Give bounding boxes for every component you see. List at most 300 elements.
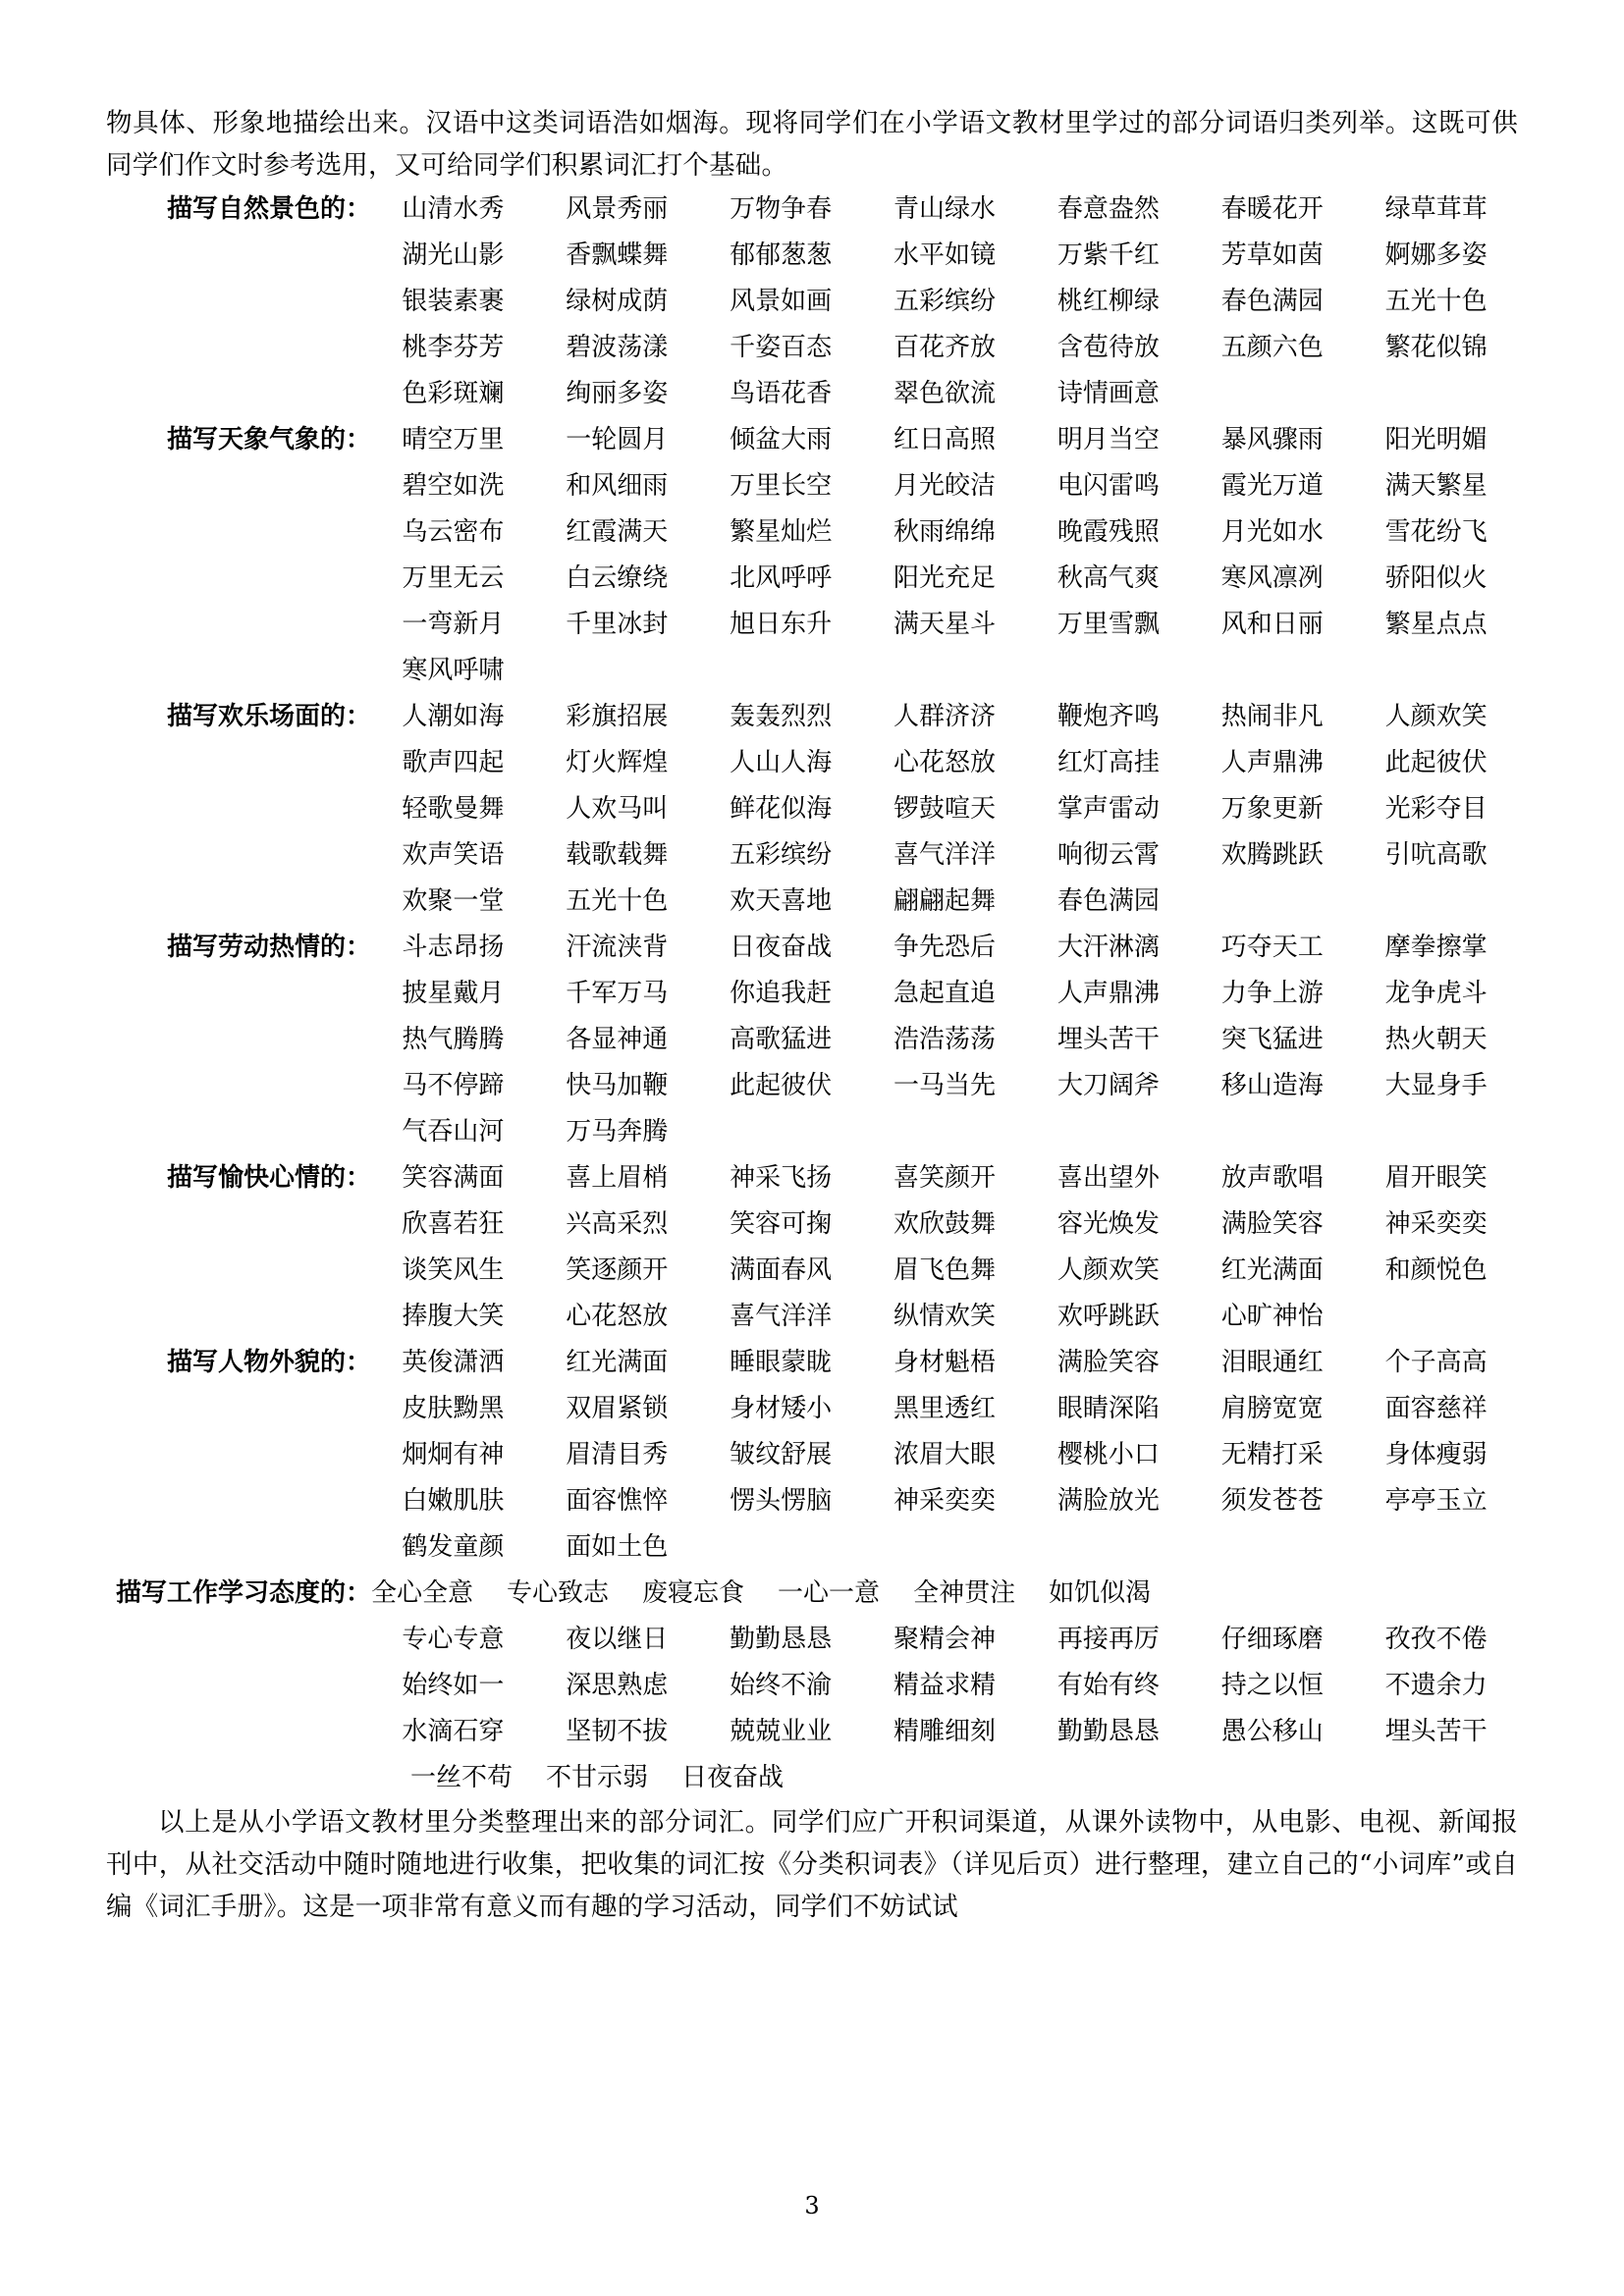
word-item: 勤勤恳恳 <box>730 1625 833 1654</box>
word-item: 喜出望外 <box>1056 1163 1160 1193</box>
word-item: 面容慈祥 <box>1384 1394 1488 1423</box>
word-item: 满脸笑容 <box>1056 1348 1160 1377</box>
word-item: 纵情欢笑 <box>893 1302 996 1331</box>
word-item: 春色满园 <box>1220 287 1324 316</box>
word-item: 万物争春 <box>730 194 833 224</box>
word-slot-empty <box>1190 1524 1354 1571</box>
word-item: 埋头苦干 <box>1056 1025 1160 1054</box>
word-item: 欢天喜地 <box>730 886 833 916</box>
category-row <box>106 1248 1518 1294</box>
category-row <box>106 832 1518 879</box>
word-item: 满脸放光 <box>1056 1486 1160 1516</box>
category-block-first-row <box>106 925 1518 971</box>
category-row <box>106 786 1518 832</box>
word-item: 灯火辉煌 <box>566 748 669 777</box>
word-item: 掌声雷动 <box>1056 794 1160 824</box>
category-row <box>106 325 1518 371</box>
word-item: 肩膀宽宽 <box>1220 1394 1324 1423</box>
word-item: 神采奕奕 <box>893 1486 996 1516</box>
word-item: 红灯高挂 <box>1056 748 1160 777</box>
word-item: 笑容满面 <box>402 1163 505 1193</box>
word-item: 鲜花似海 <box>730 794 833 824</box>
word-slot-empty <box>863 1524 1027 1571</box>
word-item: 急起直追 <box>893 979 996 1008</box>
word-item: 一弯新月 <box>402 610 505 639</box>
word-item: 月光皎洁 <box>893 471 996 501</box>
word-item: 风景秀丽 <box>566 194 669 224</box>
word-item: 绚丽多姿 <box>566 379 669 408</box>
category-row <box>106 1709 1518 1755</box>
word-item: 鹤发童颜 <box>402 1532 505 1562</box>
category-row <box>106 879 1518 925</box>
word-item: 人声鼎沸 <box>1056 979 1160 1008</box>
word-item: 鞭炮齐鸣 <box>1056 702 1160 731</box>
word-row <box>371 556 1518 602</box>
word-item: 心花怒放 <box>893 748 996 777</box>
word-item: 容光焕发 <box>1056 1209 1160 1239</box>
word-item: 身材魁梧 <box>893 1348 996 1377</box>
category-row <box>106 371 1518 417</box>
word-item: 欢腾跳跃 <box>1220 840 1324 870</box>
word-item: 欢欣鼓舞 <box>893 1209 996 1239</box>
word-item: 北风呼呼 <box>730 563 833 593</box>
category-row <box>106 740 1518 786</box>
word-item: 风景如画 <box>730 287 833 316</box>
word-item: 黑里透红 <box>893 1394 996 1423</box>
word-item: 和风细雨 <box>566 471 669 501</box>
word-item: 披星戴月 <box>402 979 505 1008</box>
word-item: 五颜六色 <box>1220 333 1324 362</box>
word-item: 眉开眼笑 <box>1384 1163 1488 1193</box>
category-row <box>106 1617 1518 1663</box>
word-slot-empty <box>1354 1524 1518 1571</box>
word-item: 一丝不苟 <box>410 1763 514 1792</box>
word-item: 始终如一 <box>402 1671 505 1700</box>
word-item: 风和日丽 <box>1220 610 1324 639</box>
word-item: 泪眼通红 <box>1220 1348 1324 1377</box>
word-item: 身体瘦弱 <box>1384 1440 1488 1469</box>
category-row <box>106 556 1518 602</box>
word-item: 万象更新 <box>1220 794 1324 824</box>
word-row <box>371 1248 1518 1294</box>
word-item: 身材矮小 <box>730 1394 833 1423</box>
category-row <box>106 971 1518 1017</box>
category-row <box>106 509 1518 556</box>
word-item: 绿树成荫 <box>566 287 669 316</box>
word-item: 轰轰烈烈 <box>730 702 833 731</box>
word-item: 万里长空 <box>730 471 833 501</box>
category-row <box>106 463 1518 509</box>
word-item: 人颜欢笑 <box>1056 1255 1160 1285</box>
word-item: 喜上眉梢 <box>566 1163 669 1193</box>
word-item: 如饥似渴 <box>1049 1578 1152 1608</box>
word-row <box>371 648 1518 694</box>
word-item: 须发苍苍 <box>1220 1486 1324 1516</box>
word-item: 和颜悦色 <box>1384 1255 1488 1285</box>
word-row <box>371 694 1518 740</box>
word-item: 你追我赶 <box>730 979 833 1008</box>
word-item: 埋头苦干 <box>1384 1717 1488 1746</box>
word-item: 引吭高歌 <box>1384 840 1488 870</box>
word-item: 红霞满天 <box>566 517 669 547</box>
word-item: 白嫩肌肤 <box>402 1486 505 1516</box>
word-item: 喜气洋洋 <box>730 1302 833 1331</box>
word-item: 红日高照 <box>893 425 996 454</box>
word-item: 桃李芬芳 <box>402 333 505 362</box>
word-item: 笑逐颜开 <box>566 1255 669 1285</box>
word-row <box>371 1755 1518 1801</box>
word-item: 炯炯有神 <box>402 1440 505 1469</box>
word-item: 面如土色 <box>566 1532 669 1562</box>
word-item: 春色满园 <box>1056 886 1160 916</box>
word-item: 倾盆大雨 <box>730 425 833 454</box>
word-item: 仔细琢磨 <box>1220 1625 1324 1654</box>
word-item: 大汗淋漓 <box>1056 933 1160 962</box>
word-item: 各显神通 <box>566 1025 669 1054</box>
word-item: 气吞山河 <box>402 1117 505 1147</box>
word-slot-empty <box>699 1109 863 1155</box>
word-item: 再接再厉 <box>1056 1625 1160 1654</box>
category-block-first-row <box>106 1155 1518 1201</box>
category-row <box>106 1201 1518 1248</box>
category-label: 描写劳动热情的： <box>166 933 371 962</box>
word-item: 高歌猛进 <box>730 1025 833 1054</box>
word-item: 持之以恒 <box>1220 1671 1324 1700</box>
word-item: 专心专意 <box>402 1625 505 1654</box>
word-row <box>371 832 1518 879</box>
word-item: 热闹非凡 <box>1220 702 1324 731</box>
word-item: 五彩缤纷 <box>730 840 833 870</box>
word-item: 满面春风 <box>730 1255 833 1285</box>
word-item: 夜以继日 <box>566 1625 669 1654</box>
word-item: 眼睛深陷 <box>1056 1394 1160 1423</box>
category-row <box>106 233 1518 279</box>
word-item: 诗情画意 <box>1056 379 1160 408</box>
word-slot-empty <box>1026 1524 1190 1571</box>
category-block-first-row <box>106 1571 1518 1617</box>
word-row <box>371 1663 1518 1709</box>
word-item: 百花齐放 <box>893 333 996 362</box>
word-row <box>371 1340 1518 1386</box>
word-item: 精雕细刻 <box>893 1717 996 1746</box>
category-row <box>106 1386 1518 1432</box>
word-row <box>371 279 1518 325</box>
word-slot-empty <box>535 648 699 694</box>
word-row <box>371 325 1518 371</box>
word-item: 心花怒放 <box>566 1302 669 1331</box>
category-block-first-row <box>106 1340 1518 1386</box>
word-item: 万马奔腾 <box>566 1117 669 1147</box>
word-item: 神采奕奕 <box>1384 1209 1488 1239</box>
category-block-first-row <box>106 187 1518 233</box>
word-item: 有始有终 <box>1056 1671 1160 1700</box>
word-item: 阳光充足 <box>893 563 996 593</box>
word-item: 满天繁星 <box>1384 471 1488 501</box>
word-row <box>371 1294 1518 1340</box>
word-item: 移山造海 <box>1220 1071 1324 1100</box>
word-item: 力争上游 <box>1220 979 1324 1008</box>
category-row <box>106 1432 1518 1478</box>
word-item: 光彩夺目 <box>1384 794 1488 824</box>
category-label: 描写愉快心情的： <box>166 1163 371 1193</box>
word-item: 含苞待放 <box>1056 333 1160 362</box>
category-block-first-row <box>106 417 1518 463</box>
category-row <box>106 1663 1518 1709</box>
word-slot-empty <box>1354 371 1518 417</box>
word-item: 喜笑颜开 <box>893 1163 996 1193</box>
word-item: 秋高气爽 <box>1056 563 1160 593</box>
word-item: 霞光万道 <box>1220 471 1324 501</box>
category-sections <box>106 187 1518 1801</box>
word-item: 兴高采烈 <box>566 1209 669 1239</box>
word-item: 千里冰封 <box>566 610 669 639</box>
outro-paragraph: 以上是从小学语文教材里分类整理出来的部分词汇。同学们应广开积词渠道，从课外读物中，从电影、电视、新闻报刊中，从社交活动中随时随地进行收集，把收集的词汇按《分类积词表》（详见后页）进行整理，建立自己的“小词库”或自编《词汇手册》。这是一项非常有意义而有趣的学习活动，同学们不妨试试 <box>106 1807 1518 1922</box>
word-item: 欢声笑语 <box>402 840 505 870</box>
word-slot-empty <box>1190 1109 1354 1155</box>
category-row <box>106 1109 1518 1155</box>
word-slot-empty <box>1190 371 1354 417</box>
word-item: 五光十色 <box>1384 287 1488 316</box>
word-item: 人群济济 <box>893 702 996 731</box>
word-item: 繁花似锦 <box>1384 333 1488 362</box>
word-item: 皱纹舒展 <box>730 1440 833 1469</box>
word-item: 勤勤恳恳 <box>1056 1717 1160 1746</box>
category-row <box>106 1755 1518 1801</box>
word-item: 晚霞残照 <box>1056 517 1160 547</box>
word-row <box>371 740 1518 786</box>
word-row <box>371 233 1518 279</box>
word-item: 皮肤黝黑 <box>402 1394 505 1423</box>
word-item: 樱桃小口 <box>1056 1440 1160 1469</box>
word-item: 满脸笑容 <box>1220 1209 1324 1239</box>
word-row <box>371 1063 1518 1109</box>
category-block-first-row <box>106 694 1518 740</box>
word-item: 绿草茸茸 <box>1384 194 1488 224</box>
word-slot-empty <box>1190 648 1354 694</box>
word-item: 愣头愣脑 <box>730 1486 833 1516</box>
word-item: 日夜奋战 <box>730 933 833 962</box>
word-item: 专心致志 <box>507 1578 610 1608</box>
word-item: 亭亭玉立 <box>1384 1486 1488 1516</box>
word-item: 乌云密布 <box>402 517 505 547</box>
word-slot-empty <box>1354 879 1518 925</box>
word-item: 暴风骤雨 <box>1220 425 1324 454</box>
word-slot-empty <box>863 648 1027 694</box>
word-slot-empty <box>1026 648 1190 694</box>
word-item: 响彻云霄 <box>1056 840 1160 870</box>
word-item: 万里无云 <box>402 563 505 593</box>
word-item: 欢呼跳跃 <box>1056 1302 1160 1331</box>
word-slot-empty <box>699 1524 863 1571</box>
word-item: 快马加鞭 <box>566 1071 669 1100</box>
category-row <box>106 1294 1518 1340</box>
word-item: 个子高高 <box>1384 1348 1488 1377</box>
word-item: 愚公移山 <box>1220 1717 1324 1746</box>
word-item: 春暖花开 <box>1220 194 1324 224</box>
word-item: 喜气洋洋 <box>893 840 996 870</box>
word-item: 旭日东升 <box>730 610 833 639</box>
word-item: 龙争虎斗 <box>1384 979 1488 1008</box>
word-row <box>371 509 1518 556</box>
word-item: 无精打采 <box>1220 1440 1324 1469</box>
category-row <box>106 648 1518 694</box>
word-row <box>371 371 1518 417</box>
word-item: 神采飞扬 <box>730 1163 833 1193</box>
word-item: 鸟语花香 <box>730 379 833 408</box>
word-row <box>371 1524 1518 1571</box>
word-item: 寒风凛冽 <box>1220 563 1324 593</box>
word-item: 湖光山影 <box>402 240 505 270</box>
word-item: 人声鼎沸 <box>1220 748 1324 777</box>
word-item: 白云缭绕 <box>566 563 669 593</box>
word-item: 寒风呼啸 <box>402 656 505 685</box>
word-item: 碧空如洗 <box>402 471 505 501</box>
word-item: 面容憔悴 <box>566 1486 669 1516</box>
word-item: 突飞猛进 <box>1220 1025 1324 1054</box>
word-item: 双眉紧锁 <box>566 1394 669 1423</box>
word-item: 眉清目秀 <box>566 1440 669 1469</box>
word-item: 睡眼蒙眬 <box>730 1348 833 1377</box>
word-item: 色彩斑斓 <box>402 379 505 408</box>
word-item: 银装素裹 <box>402 287 505 316</box>
word-item: 婀娜多姿 <box>1384 240 1488 270</box>
word-item: 一轮圆月 <box>566 425 669 454</box>
word-item: 日夜奋战 <box>681 1763 785 1792</box>
word-item: 马不停蹄 <box>402 1071 505 1100</box>
word-item: 汗流浃背 <box>566 933 669 962</box>
word-item: 始终不渝 <box>730 1671 833 1700</box>
category-label: 描写天象气象的： <box>166 425 371 454</box>
word-item: 摩拳擦掌 <box>1384 933 1488 962</box>
intro-paragraph: 物具体、形象地描绘出来。汉语中这类词语浩如烟海。现将同学们在小学语文教材里学过的部分词语归类列举。这既可供同学们作文时参考选用，又可给同学们积累词汇打个基础。 <box>106 108 1518 181</box>
word-row <box>371 925 1518 971</box>
word-item: 大显身手 <box>1384 1071 1488 1100</box>
word-item: 电闪雷鸣 <box>1056 471 1160 501</box>
word-item: 郁郁葱葱 <box>730 240 833 270</box>
word-item: 彩旗招展 <box>566 702 669 731</box>
word-row <box>371 463 1518 509</box>
word-item: 争先恐后 <box>893 933 996 962</box>
word-item: 精益求精 <box>893 1671 996 1700</box>
category-row <box>106 1478 1518 1524</box>
word-row <box>371 1617 1518 1663</box>
word-row <box>371 1155 1518 1201</box>
word-item: 斗志昂扬 <box>402 933 505 962</box>
word-item: 万里雪飘 <box>1056 610 1160 639</box>
word-item: 晴空万里 <box>402 425 505 454</box>
word-row <box>371 879 1518 925</box>
word-item: 碧波荡漾 <box>566 333 669 362</box>
word-item: 此起彼伏 <box>730 1071 833 1100</box>
word-item: 坚韧不拔 <box>566 1717 669 1746</box>
word-item: 繁星灿烂 <box>730 517 833 547</box>
word-item: 载歌载舞 <box>566 840 669 870</box>
word-item: 热气腾腾 <box>402 1025 505 1054</box>
word-row <box>371 786 1518 832</box>
word-row <box>371 971 1518 1017</box>
word-item: 英俊潇洒 <box>402 1348 505 1377</box>
word-item: 心旷神怡 <box>1220 1302 1324 1331</box>
word-item: 水平如镜 <box>893 240 996 270</box>
word-item: 孜孜不倦 <box>1384 1625 1488 1654</box>
word-item: 捧腹大笑 <box>402 1302 505 1331</box>
category-row <box>106 1524 1518 1571</box>
category-label: 描写欢乐场面的： <box>166 702 371 731</box>
word-item: 红光满面 <box>566 1348 669 1377</box>
category-row <box>106 602 1518 648</box>
word-item: 谈笑风生 <box>402 1255 505 1285</box>
word-item: 香飘蝶舞 <box>566 240 669 270</box>
word-item: 锣鼓喧天 <box>893 794 996 824</box>
word-item: 欣喜若狂 <box>402 1209 505 1239</box>
word-item: 翠色欲流 <box>893 379 996 408</box>
word-item: 桃红柳绿 <box>1056 287 1160 316</box>
word-row <box>371 417 1518 463</box>
word-item: 万紫千红 <box>1056 240 1160 270</box>
word-item: 水滴石穿 <box>402 1717 505 1746</box>
word-item: 全神贯注 <box>913 1578 1016 1608</box>
word-item: 巧夺天工 <box>1220 933 1324 962</box>
word-item: 千军万马 <box>566 979 669 1008</box>
word-item: 一马当先 <box>893 1071 996 1100</box>
word-item: 春意盎然 <box>1056 194 1160 224</box>
word-item: 笑容可掬 <box>730 1209 833 1239</box>
word-item: 五光十色 <box>566 886 669 916</box>
word-item: 深思熟虑 <box>566 1671 669 1700</box>
word-item: 不甘示弱 <box>546 1763 649 1792</box>
word-item: 歌声四起 <box>402 748 505 777</box>
word-item: 轻歌曼舞 <box>402 794 505 824</box>
word-slot-empty <box>1354 1109 1518 1155</box>
word-item: 全心全意 <box>371 1578 474 1608</box>
word-slot-empty <box>699 648 863 694</box>
word-row <box>371 1201 1518 1248</box>
word-item: 满天星斗 <box>893 610 996 639</box>
word-item: 骄阳似火 <box>1384 563 1488 593</box>
category-row <box>106 1063 1518 1109</box>
word-item: 五彩缤纷 <box>893 287 996 316</box>
word-item: 一心一意 <box>778 1578 881 1608</box>
word-slot-empty <box>1354 1294 1518 1340</box>
word-item: 明月当空 <box>1056 425 1160 454</box>
word-item: 聚精会神 <box>893 1625 996 1654</box>
word-item: 雪花纷飞 <box>1384 517 1488 547</box>
word-item: 人欢马叫 <box>566 794 669 824</box>
category-row <box>106 1017 1518 1063</box>
word-row <box>371 1709 1518 1755</box>
word-row <box>371 1017 1518 1063</box>
word-item: 翩翩起舞 <box>893 886 996 916</box>
word-slot-empty <box>863 1109 1027 1155</box>
page-number: 3 <box>804 2192 820 2219</box>
word-slot-empty <box>1190 879 1354 925</box>
word-row <box>371 1478 1518 1524</box>
word-row <box>371 187 1518 233</box>
word-item: 兢兢业业 <box>730 1717 833 1746</box>
word-item: 人潮如海 <box>402 702 505 731</box>
word-row-inline <box>371 1755 1518 1801</box>
category-row <box>106 279 1518 325</box>
word-item: 浩浩荡荡 <box>893 1025 996 1054</box>
word-item: 放声歌唱 <box>1220 1163 1324 1193</box>
category-label: 描写自然景色的： <box>166 194 371 224</box>
word-item: 千姿百态 <box>730 333 833 362</box>
word-item: 青山绿水 <box>893 194 996 224</box>
word-row <box>371 1432 1518 1478</box>
word-item: 芳草如茵 <box>1220 240 1324 270</box>
word-item: 不遗余力 <box>1384 1671 1488 1700</box>
word-slot-empty <box>1026 1109 1190 1155</box>
